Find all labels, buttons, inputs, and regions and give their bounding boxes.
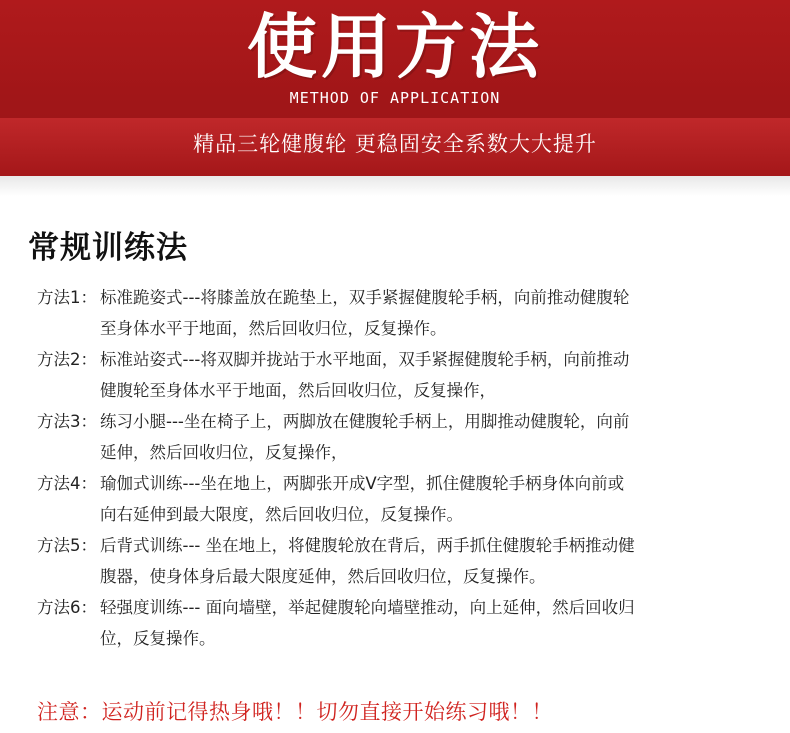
banner-shadow	[0, 176, 790, 196]
method-text-line: 轻强度训练--- 面向墙壁，举起健腹轮向墙壁推动，向上延伸，然后回收归	[100, 598, 635, 617]
method-text-line: 向右延伸到最大限度，然后回收归位，反复操作。	[100, 505, 463, 524]
method-label: 方法2：	[37, 350, 97, 369]
method-label: 方法5：	[37, 536, 97, 555]
section-title: 常规训练法	[28, 230, 188, 266]
warning-note: 注意：运动前记得热身哦！！切勿直接开始练习哦！！	[37, 700, 553, 724]
product-tagline: 精品三轮健腹轮 更稳固安全系数大大提升	[193, 132, 597, 156]
method-text-line: 瑜伽式训练---坐在地上，两脚张开成V字型，抓住健腹轮手柄身体向前或	[100, 474, 625, 493]
method-label: 方法3：	[37, 412, 97, 431]
page-title: 使用方法	[247, 6, 543, 88]
method-text-line: 延伸，然后回收归位，反复操作，	[100, 443, 348, 462]
method-text-line: 标准跪姿式---将膝盖放在跪垫上，双手紧握健腹轮手柄，向前推动健腹轮	[100, 288, 630, 307]
method-label: 方法6：	[37, 598, 97, 617]
method-text-line: 位，反复操作。	[100, 629, 216, 648]
method-label: 方法1：	[37, 288, 97, 307]
method-text-line: 标准站姿式---将双脚并拢站于水平地面，双手紧握健腹轮手柄，向前推动	[100, 350, 630, 369]
header-banner	[0, 0, 790, 176]
method-text-line: 至身体水平于地面，然后回收归位，反复操作。	[100, 319, 447, 338]
method-text-line: 腹器，使身体身后最大限度延伸，然后回收归位，反复操作。	[100, 567, 546, 586]
page-subtitle-english: METHOD OF APPLICATION	[289, 89, 501, 107]
method-text-line: 练习小腿---坐在椅子上，两脚放在健腹轮手柄上，用脚推动健腹轮，向前	[100, 412, 630, 431]
method-label: 方法4：	[37, 474, 97, 493]
method-text-line: 后背式训练--- 坐在地上，将健腹轮放在背后，两手抓住健腹轮手柄推动健	[100, 536, 635, 555]
method-text-line: 健腹轮至身体水平于地面，然后回收归位，反复操作，	[100, 381, 496, 400]
